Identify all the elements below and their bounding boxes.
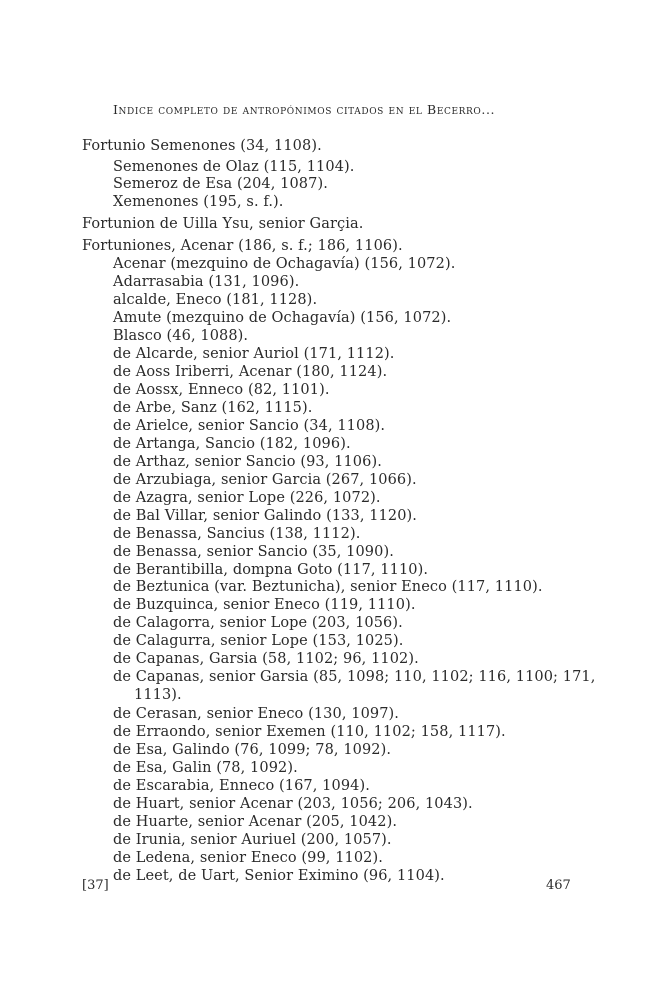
index-entry-line: Blasco (46, 1088).: [113, 328, 249, 344]
index-entry-line: Amute (mezquino de Ochagavía) (156, 1072).: [113, 310, 452, 326]
index-entry-line: de Benassa, Sancius (138, 1112).: [113, 526, 361, 542]
index-entry-line: de Capanas, Garsia (58, 1102; 96, 1102).: [113, 651, 419, 667]
index-entry-line: Fortunion de Uilla Ysu, senior Garçia.: [82, 216, 364, 232]
index-entry-line: de Irunia, senior Auriuel (200, 1057).: [113, 832, 392, 848]
index-entry-line: de Calagorra, senior Lope (203, 1056).: [113, 615, 403, 631]
index-entry-line: de Capanas, senior Garsia (85, 1098; 110, 1102; 116, 1100; 171,: [113, 669, 596, 685]
index-entry-line: de Ledena, senior Eneco (99, 1102).: [113, 850, 383, 866]
index-entry-line: de Cerasan, senior Eneco (130, 1097).: [113, 706, 400, 722]
index-entry-line: de Leet, de Uart, Senior Eximino (96, 1104).: [113, 868, 445, 884]
index-entry-line: de Berantibilla, dompna Goto (117, 1110).: [113, 562, 429, 578]
index-entry-line: alcalde, Eneco (181, 1128).: [113, 292, 318, 308]
index-entry-line: de Esa, Galin (78, 1092).: [113, 760, 298, 776]
index-entry-line: de Huart, senior Acenar (203, 1056; 206, 1043).: [113, 796, 473, 812]
index-entry-line: Semenones de Olaz (115, 1104).: [113, 159, 355, 175]
index-entry-line: de Escarabia, Enneco (167, 1094).: [113, 778, 370, 794]
index-entry-line: Fortuniones, Acenar (186, s. f.; 186, 1106).: [82, 238, 403, 254]
index-entry-line: de Azagra, senior Lope (226, 1072).: [113, 490, 381, 506]
index-entry-line: de Huarte, senior Acenar (205, 1042).: [113, 814, 398, 830]
index-entry-line: de Alcarde, senior Auriol (171, 1112).: [113, 346, 395, 362]
index-entry-line: Xemenones (195, s. f.).: [113, 194, 284, 210]
index-entry-line: de Calagurra, senior Lope (153, 1025).: [113, 633, 404, 649]
index-entry-line: de Erraondo, senior Exemen (110, 1102; 158, 1117).: [113, 724, 506, 740]
footer-page-number: 467: [546, 878, 571, 893]
index-entry-line: de Bal Villar, senior Galindo (133, 1120).: [113, 508, 417, 524]
index-entry-line: de Arthaz, senior Sancio (93, 1106).: [113, 454, 382, 470]
index-entry-line: de Buzquinca, senior Eneco (119, 1110).: [113, 597, 416, 613]
running-header-title: Indice completo de antropónimos citados en el Becerro...: [113, 102, 496, 117]
index-entry-line: de Arzubiaga, senior Garcia (267, 1066).: [113, 472, 417, 488]
index-entry-line: de Beztunica (var. Beztunicha), senior Eneco (117, 1110).: [113, 579, 543, 595]
index-entry-line: Adarrasabia (131, 1096).: [113, 274, 300, 290]
index-entry-line: de Artanga, Sancio (182, 1096).: [113, 436, 351, 452]
index-entry-line: Acenar (mezquino de Ochagavía) (156, 1072).: [113, 256, 456, 272]
index-entry-line: de Aoss Iriberri, Acenar (180, 1124).: [113, 364, 388, 380]
index-entry-line: de Benassa, senior Sancio (35, 1090).: [113, 544, 394, 560]
index-entry-line: 1113).: [134, 687, 182, 703]
index-entry-line: de Arbe, Sanz (162, 1115).: [113, 400, 313, 416]
index-entry-line: de Arielce, senior Sancio (34, 1108).: [113, 418, 386, 434]
running-header: [113, 102, 495, 117]
index-entry-line: de Aossx, Enneco (82, 1101).: [113, 382, 330, 398]
index-entry-line: Semeroz de Esa (204, 1087).: [113, 176, 328, 192]
footer-section-number: [37]: [82, 878, 109, 893]
index-entry-line: de Esa, Galindo (76, 1099; 78, 1092).: [113, 742, 392, 758]
index-entry-line: Fortunio Semenones (34, 1108).: [82, 138, 322, 154]
